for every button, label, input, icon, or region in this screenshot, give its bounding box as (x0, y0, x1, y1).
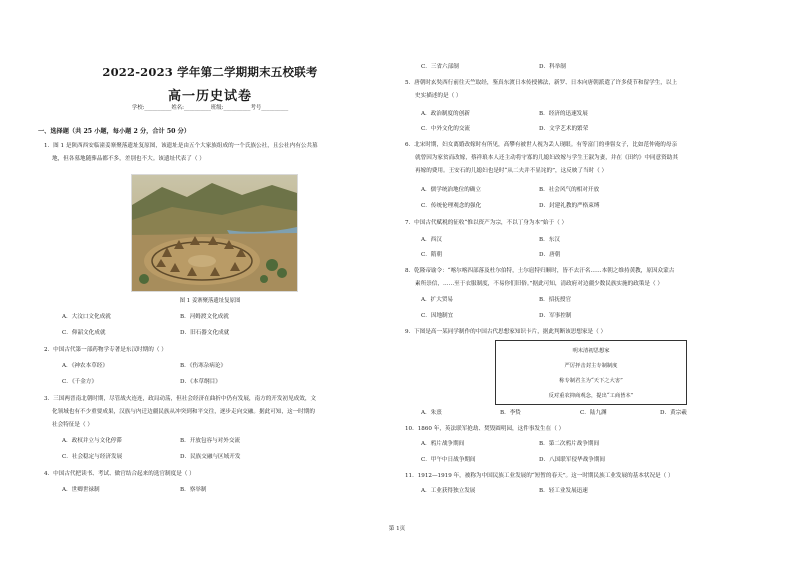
card-line-3: 称专制君主为“天下之大害” (559, 378, 623, 384)
q5-stem-line2: 史实描述的是（ ） (415, 93, 462, 99)
q7-option-b: B．东汉 (539, 237, 560, 243)
q6-option-d: D．封建礼教的严格束缚 (539, 203, 600, 209)
q1-stem-line1: 1．图 1 是陕西西安临潼姜寨聚落遗址复原图，该遗址是由五个大家族组成的一个氏族公社，且公社内有公共墓 (44, 143, 318, 149)
card-line-1: 明末清初思想家 (572, 348, 610, 354)
q2-stem: 2．中国古代第一部药物学专著是东汉时期的（ ） (44, 347, 167, 353)
q11-option-a: A．工业获得独立发展 (421, 488, 476, 494)
q9-option-c: C．陆九渊 (580, 410, 607, 416)
q9-option-d: D．黄宗羲 (660, 410, 687, 416)
q4-option-b: B．察举制 (180, 487, 207, 493)
q7-stem: 7．中国古代赋税的征收“惟以资产为宗，不以丁身为本”始于（ ） (405, 220, 568, 226)
q9-option-b: B．李贽 (500, 410, 521, 416)
settlement-reconstruction-image (131, 174, 298, 292)
card-line-4: 反对重农抑商观念，提出“工商皆本” (548, 393, 634, 399)
q5-stem-line1: 5．唐朝时玄奘西行前往天竺取经，鉴真东渡日本传授佛法，新罗、日本向唐朝派遣了许多使节和留学生，以上 (405, 80, 678, 86)
q10-option-d: D．八国联军侵华战争期间 (539, 457, 606, 463)
q6-option-b: B．社会风气的相对开放 (539, 187, 600, 193)
q10-option-b: B．第二次鸦片战争期间 (539, 441, 600, 447)
q9-stem: 9．下图是高一某同学制作的中国古代思想家知识卡片，据此判断该思想家是（ ） (405, 329, 607, 335)
q6-option-a: A．儒学统治地位的确立 (421, 187, 481, 193)
q3-option-d: D．民族交融与区域开发 (180, 454, 241, 460)
q1-option-d: D．旧石器文化成就 (180, 330, 230, 336)
q2-option-a: A．《神农本草经》 (62, 363, 108, 369)
q4-stem: 4．中国古代把读书、考试、做官结合起来的选官制度是（ ） (44, 471, 195, 477)
q1-stem-line2: 地，但各墓地随葬品都不多，差别也不大。该遗址代表了（ ） (52, 156, 205, 162)
q10-option-c: C．甲午中日战争期间 (421, 457, 476, 463)
q8-option-c: C．因地制宜 (421, 313, 454, 319)
q8-option-b: B．招抚授官 (539, 297, 572, 303)
q8-stem-line1: 8．乾隆帝谕令：“喀尔喀四部落及杜尔伯特，土尔扈特归顺时，皆不去汗名……本朝之维持黄教，原因众蒙古 (405, 268, 675, 274)
q8-option-a: A．扩大贸易 (421, 297, 454, 303)
page-number: 第 1页 (388, 526, 406, 532)
q4-option-a: A．世卿世禄制 (62, 487, 100, 493)
exam-subtitle: 高一历史试卷 (167, 89, 252, 104)
q5-option-d: D．文学艺术的繁荣 (539, 126, 589, 132)
q8-option-d: D．军事控制 (539, 313, 572, 319)
q1-option-b: B．河姆渡文化成就 (180, 314, 229, 320)
exam-title: 2022-2023 学年第二学期期末五校联考 (102, 65, 318, 79)
q7-option-c: C．隋朝 (421, 252, 443, 258)
card-line-2: 严厉抨击封主专制制度 (564, 363, 618, 369)
section-title: 一、选择题（共 25 小题，每小题 2 分，合计 50 分） (38, 128, 191, 135)
q2-option-d: D．《本草纲目》 (180, 379, 221, 385)
q1-option-a: A．大汶口文化成就 (62, 314, 111, 320)
q5-option-b: B．经济的迅速发展 (539, 111, 588, 117)
q4-option-c: C．三省六部制 (421, 64, 459, 70)
settlement-illustration (132, 175, 297, 291)
q3-stem-line3: 社会特征是（ ） (52, 422, 93, 428)
q7-option-d: D．唐朝 (539, 252, 561, 258)
q3-option-c: C．社会稳定与经济发展 (62, 454, 123, 460)
q8-stem-line2: 素所崇信，……至于衣服制度，不易你们旧俗。”据此可知，清政府对边疆少数民族实施的政策是（ ） (415, 281, 663, 287)
q7-option-a: A．西汉 (421, 237, 442, 243)
q6-stem-line1: 6．北宋时期，妇女离婚改嫁时有所见，高攀有被世人视为丢人现眼。有等富门的垂髫女子，比如范仲淹的母亲 (405, 142, 678, 148)
q4-option-d: D．科举制 (539, 64, 566, 70)
q3-option-a: A．政权并立与文化停滞 (62, 438, 122, 444)
q6-stem-line3: 再嫁的费用。王安石的儿媳妇也是时“从二夫并不显诧的”，这反映了当时（ ） (415, 168, 608, 174)
q2-option-b: B．《伤寒杂病论》 (180, 363, 227, 369)
q11-stem: 11．1912—1919 年，被称为中国民族工业发展的“短暂的春天”。这一时期民族工业发展的基本状况是（ ） (405, 473, 674, 479)
q11-option-b: B．轻工业发展迅速 (539, 488, 588, 494)
q9-option-a: A．朱熹 (421, 410, 442, 416)
q5-option-a: A．政治制度的创新 (421, 111, 470, 117)
q6-stem-line2: 就曾因为家贫而改嫁，蔡祥琅本人还主动将守寡的儿媳妇改嫁与学生王淑为妻，并在《田约》中同意资助其 (415, 155, 678, 161)
q5-option-c: C．中外文化的交流 (421, 126, 471, 132)
q10-option-a: A．鸦片战争期间 (421, 441, 465, 447)
q3-option-b: B．开放包容与对外交流 (180, 438, 241, 444)
thinker-knowledge-card (495, 340, 687, 405)
q2-option-c: C．《千金方》 (62, 379, 98, 385)
q1-option-c: C．仰韶文化成就 (62, 330, 106, 336)
q6-option-c: C．传统伦理观念的强化 (421, 203, 482, 209)
q3-stem-line2: 化领域也有不少重要成果，汉族与内迁边疆民族从冲突到和平交往，逐步走向交融。据此可知，这一时期的 (52, 409, 315, 415)
q10-stem: 10．1860 年，英法联军抢劫、焚毁圆明园，这件事发生在（ ） (405, 426, 565, 432)
figure-caption: 图 1 姜寨聚落遗址复原图 (179, 298, 241, 304)
student-info-line: 学校:__________姓名:__________班级:__________考号__________ (131, 105, 289, 111)
q3-stem-line1: 3．三国两晋南北朝时期，尽管战火连连，政局动荡，但社会经济在曲折中仍有发展，南方的开发初见成效，文 (44, 396, 317, 402)
